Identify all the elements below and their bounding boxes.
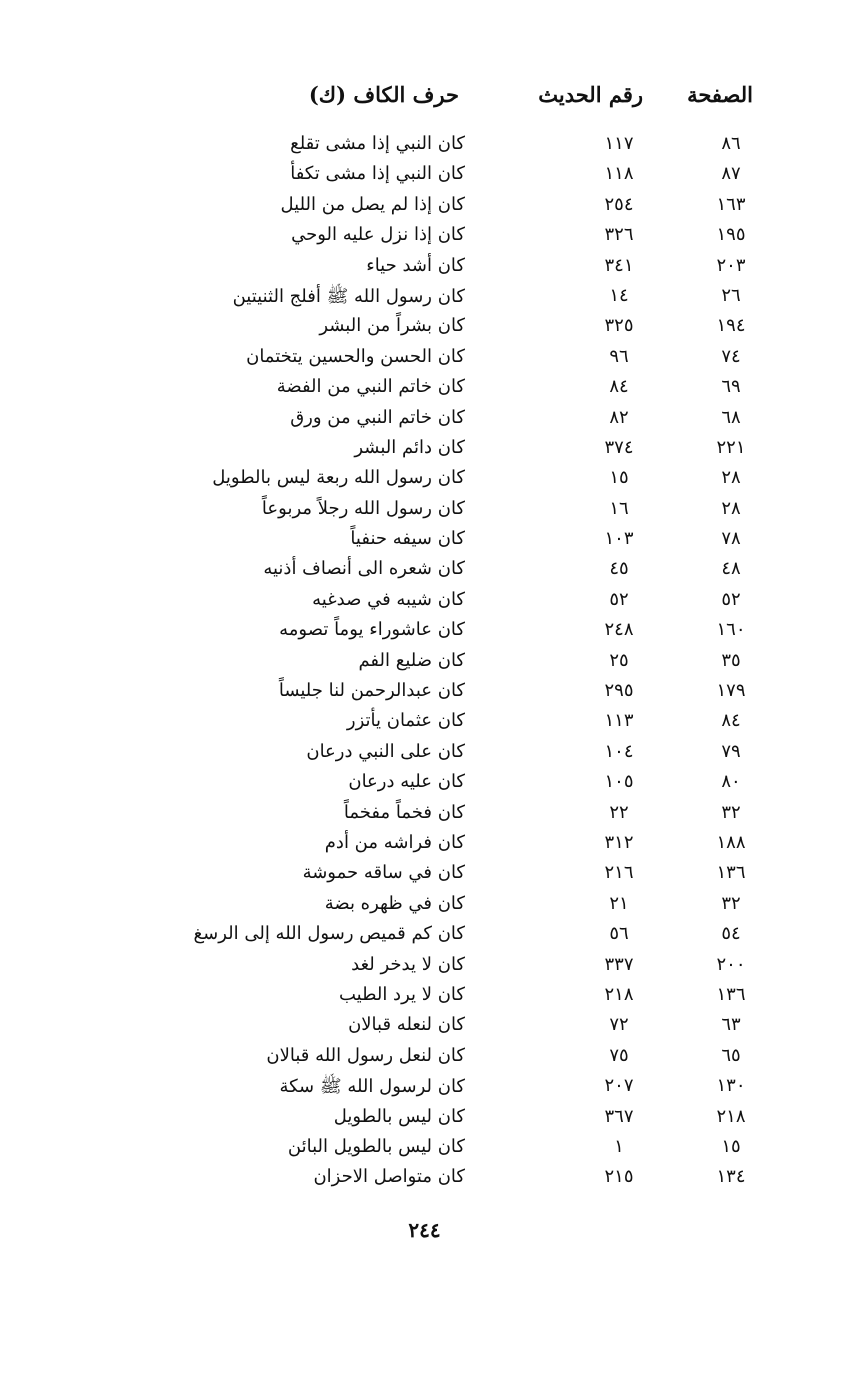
index-row: [0, 1103, 849, 1133]
hadith-number-cell: ٢١: [609, 892, 629, 914]
hadith-number-cell: ٢١٨: [604, 983, 634, 1005]
hadith-number-cell: ٧٢: [609, 1014, 629, 1036]
index-row: [0, 738, 849, 768]
page-number-cell: ٢٠٣: [716, 254, 746, 276]
index-row: [0, 890, 849, 920]
index-row: [0, 495, 849, 525]
page-number-cell: ٢٦: [721, 284, 741, 306]
page-number-cell: ٨٠: [721, 771, 741, 793]
section-title: حرف الكاف (ك): [308, 82, 459, 107]
index-row: [0, 525, 849, 555]
page-number-cell: ١٧٩: [716, 680, 746, 702]
hadith-opening-text: كان النبي إذا مشى تكفأ: [290, 163, 465, 185]
hadith-opening-text: كان خاتم النبي من الفضة: [276, 376, 465, 398]
hadith-opening-text: كان رسول الله رجلاً مربوعاً: [261, 497, 465, 519]
hadith-number-cell: ٢٤٨: [604, 619, 634, 641]
hadith-opening-text: كان فخماً مفخماً: [343, 801, 465, 823]
page-number-cell: ٢٨: [721, 467, 741, 489]
hadith-opening-text: كان بشراً من البشر: [319, 315, 465, 337]
index-row: [0, 677, 849, 707]
hadith-number-cell: ١٤: [609, 284, 629, 306]
page-number-cell: ٧٤: [721, 345, 741, 367]
hadith-opening-text: كان عليه درعان: [348, 771, 465, 793]
page-column-header: الصفحة: [687, 82, 753, 107]
index-row: [0, 404, 849, 434]
hadith-opening-text: كان إذا نزل عليه الوحي: [291, 224, 465, 246]
index-row: [0, 647, 849, 677]
index-list: [0, 130, 849, 1194]
page-number-cell: ١٨٨: [716, 831, 746, 853]
hadith-number-cell: ١٠٤: [604, 740, 634, 762]
index-row: [0, 373, 849, 403]
index-row: [0, 859, 849, 889]
page-number-cell: ٢٠٠: [716, 953, 746, 975]
index-row: [0, 1163, 849, 1193]
index-row: [0, 252, 849, 282]
hadith-number-cell: ٧٥: [609, 1044, 629, 1066]
hadith-opening-text: كان متواصل الاحزان: [313, 1166, 465, 1188]
hadith-opening-text: كان لا يرد الطيب: [338, 983, 465, 1005]
hadith-opening-text: كان فراشه من أدم: [324, 831, 465, 853]
hadith-number-cell: ٥٢: [609, 588, 629, 610]
hadith-opening-text: كان سيفه حنفياً: [350, 528, 465, 550]
page-number-cell: ١٣٦: [716, 862, 746, 884]
page-number-cell: ٥٢: [721, 588, 741, 610]
hadith-opening-text: كان في ظهره بضة: [324, 892, 465, 914]
hadith-opening-text: كان إذا لم يصل من الليل: [280, 193, 465, 215]
hadith-opening-text: كان شيبه في صدغيه: [312, 588, 465, 610]
hadith-number-cell: ١١٣: [604, 710, 634, 732]
hadith-opening-text: كان الحسن والحسين يتختمان: [246, 345, 465, 367]
index-row: [0, 282, 849, 312]
hadith-number-cell: ٢٢: [609, 801, 629, 823]
page-number-cell: ٨٧: [721, 163, 741, 185]
index-row: [0, 1133, 849, 1163]
hadith-opening-text: كان رسول الله ربعة ليس بالطويل: [212, 467, 465, 489]
hadith-number-cell: ١: [614, 1135, 624, 1157]
page-number: ٢٤٤: [408, 1218, 441, 1242]
column-header-row: [0, 82, 849, 116]
hadith-number-cell: ٣٤١: [604, 254, 634, 276]
hadith-opening-text: كان النبي إذا مشى تقلع: [290, 133, 465, 154]
hadith-opening-text: كان ضليع الفم: [358, 649, 465, 671]
hadith-number-cell: ٣١٢: [604, 831, 634, 853]
hadith-number-cell: ٢١٥: [604, 1166, 634, 1188]
hadith-number-cell: ٣٦٧: [604, 1105, 634, 1127]
page-number-cell: ١٥: [721, 1135, 741, 1157]
page-number-cell: ٨٤: [721, 710, 741, 732]
index-row: [0, 312, 849, 342]
hadith-opening-text: كان لرسول الله ﷺ سكة: [279, 1076, 465, 1098]
index-row: [0, 160, 849, 190]
index-row: [0, 191, 849, 221]
page-number-cell: ٢٨: [721, 497, 741, 519]
hadith-opening-text: كان على النبي درعان: [306, 740, 465, 762]
page-number-cell: ٦٨: [721, 406, 741, 428]
hadith-number-cell: ٨٢: [609, 406, 629, 428]
page-number-cell: ٦٥: [721, 1044, 741, 1066]
page-number-cell: ٧٨: [721, 528, 741, 550]
hadith-opening-text: كان شعره الى أنصاف أذنيه: [263, 558, 465, 580]
index-row: [0, 707, 849, 737]
hadith-number-cell: ١٥: [609, 467, 629, 489]
index-row: [0, 221, 849, 251]
hadith-opening-text: كان خاتم النبي من ورق: [290, 406, 465, 428]
hadith-number-cell: ١١٧: [604, 133, 634, 154]
hadith-opening-text: كان ليس بالطويل البائن: [287, 1135, 465, 1157]
page-number-cell: ٤٨: [721, 558, 741, 580]
hadith-opening-text: كان عثمان يأتزر: [346, 710, 465, 732]
index-row: [0, 768, 849, 798]
page-number-cell: ٢١٨: [716, 1105, 746, 1127]
hadith-opening-text: كان لا يدخر لغد: [351, 953, 465, 975]
hadith-opening-text: كان دائم البشر: [354, 436, 465, 458]
hadith-number-cell: ٢١٦: [604, 862, 634, 884]
page-number-cell: ٦٣: [721, 1014, 741, 1036]
page-number-cell: ٧٩: [721, 740, 741, 762]
page-number-cell: ١٣٤: [716, 1166, 746, 1188]
page-number-cell: ١٦٣: [716, 193, 746, 215]
page-number-cell: ٦٩: [721, 376, 741, 398]
hadith-number-column-header: رقم الحديث: [538, 82, 643, 107]
hadith-number-cell: ١٦: [609, 497, 629, 519]
page-number-cell: ٥٤: [721, 923, 741, 945]
page-number-cell: ٣٢: [721, 801, 741, 823]
page-number-cell: ١٩٥: [716, 224, 746, 246]
index-row: [0, 951, 849, 981]
page-number-cell: ١٣٦: [716, 983, 746, 1005]
index-row: [0, 343, 849, 373]
hadith-opening-text: كان في ساقه حموشة: [302, 862, 465, 884]
page-number-cell: ٢٢١: [716, 436, 746, 458]
page-number-cell: ١٩٤: [716, 315, 746, 337]
index-row: [0, 799, 849, 829]
index-row: [0, 434, 849, 464]
hadith-opening-text: كان أشد حياء: [366, 254, 465, 276]
index-row: [0, 586, 849, 616]
hadith-number-cell: ٣٧٤: [604, 436, 634, 458]
page-number-cell: ٣٥: [721, 649, 741, 671]
index-row: [0, 130, 849, 160]
hadith-number-cell: ١١٨: [604, 163, 634, 185]
index-row: [0, 829, 849, 859]
hadith-opening-text: كان عاشوراء يوماً تصومه: [279, 619, 465, 641]
hadith-number-cell: ١٠٣: [604, 528, 634, 550]
hadith-number-cell: ٣٢٦: [604, 224, 634, 246]
page-number-cell: ٨٦: [721, 133, 741, 154]
hadith-number-cell: ١٠٥: [604, 771, 634, 793]
hadith-opening-text: كان لنعل رسول الله قبالان: [266, 1044, 465, 1066]
hadith-number-cell: ٢٠٧: [604, 1075, 634, 1097]
hadith-opening-text: كان لنعله قبالان: [348, 1014, 465, 1036]
index-row: [0, 981, 849, 1011]
index-row: [0, 1011, 849, 1041]
index-row: [0, 555, 849, 585]
hadith-number-cell: ٩٦: [609, 345, 629, 367]
page-number-cell: ١٣٠: [716, 1075, 746, 1097]
hadith-number-cell: ٨٤: [609, 376, 629, 398]
hadith-opening-text: كان رسول الله ﷺ أفلج الثنيتين: [232, 285, 465, 307]
index-row: [0, 464, 849, 494]
hadith-opening-text: كان كم قميص رسول الله إلى الرسغ: [193, 923, 465, 945]
hadith-number-cell: ٢٥٤: [604, 193, 634, 215]
index-row: [0, 1072, 849, 1102]
hadith-number-cell: ٢٩٥: [604, 680, 634, 702]
hadith-opening-text: كان ليس بالطويل: [333, 1105, 465, 1127]
hadith-number-cell: ٣٢٥: [604, 315, 634, 337]
hadith-number-cell: ٤٥: [609, 558, 629, 580]
hadith-number-cell: ٥٦: [609, 923, 629, 945]
hadith-opening-text: كان عبدالرحمن لنا جليساً: [278, 680, 465, 702]
hadith-number-cell: ٣٣٧: [604, 953, 634, 975]
page-number-cell: ٣٢: [721, 892, 741, 914]
index-row: [0, 616, 849, 646]
page-number-cell: ١٦٠: [716, 619, 746, 641]
hadith-number-cell: ٢٥: [609, 649, 629, 671]
index-row: [0, 1042, 849, 1072]
index-row: [0, 920, 849, 950]
